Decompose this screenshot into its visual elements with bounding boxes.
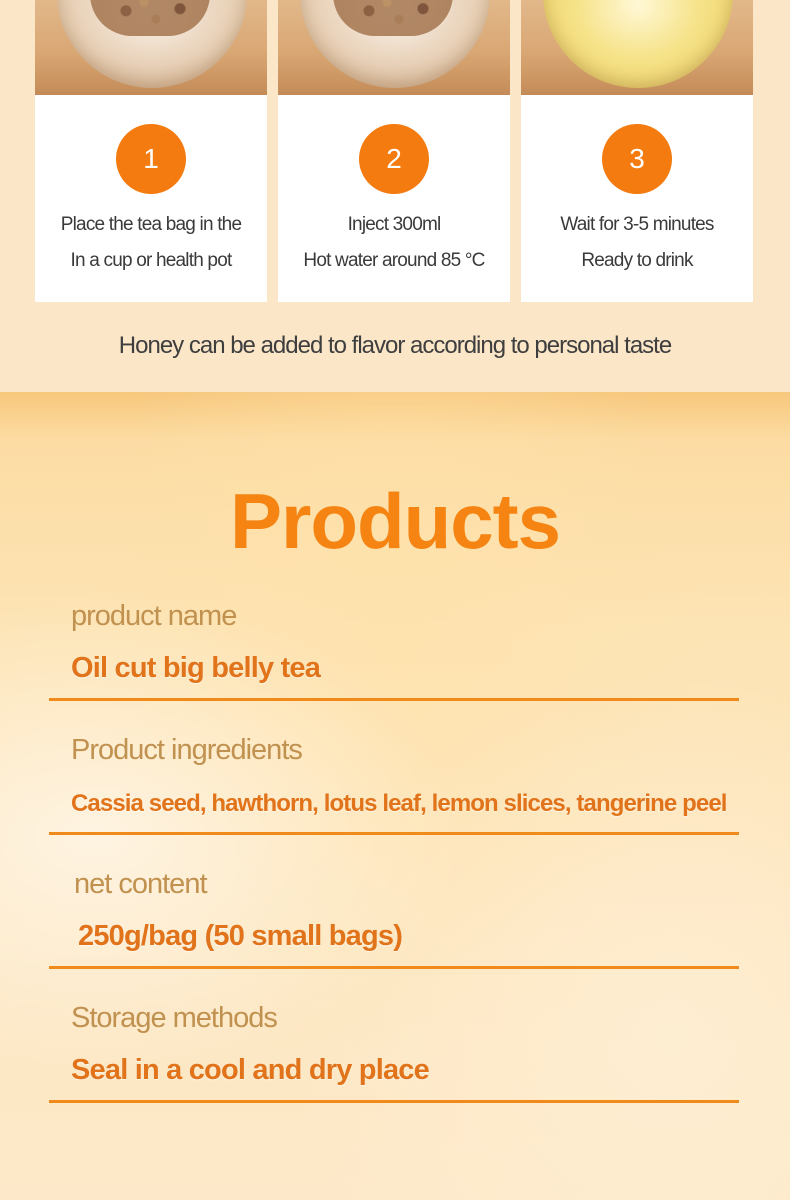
section-title: Products (229, 477, 561, 565)
step-number-badge: 3 (602, 124, 672, 194)
divider (49, 832, 739, 835)
step-instruction-line1: Wait for 3-5 minutes (560, 214, 714, 235)
step-instruction-line2: Ready to drink (581, 250, 693, 271)
product-info-section (0, 392, 790, 1200)
step-instruction-line1: Inject 300ml (347, 214, 441, 235)
step-card-3 (521, 0, 753, 302)
brewed-tea-image (543, 0, 733, 88)
storage-label: Storage methods (71, 1002, 277, 1034)
divider (49, 698, 739, 701)
step-2-photo (278, 0, 510, 95)
step-instruction-line1: Place the tea bag in the (60, 214, 242, 235)
step-1-photo (35, 0, 267, 95)
net-content-value: 250g/bag (50 small bags) (78, 920, 403, 952)
storage-value: Seal in a cool and dry place (71, 1054, 429, 1086)
ingredients-row (49, 732, 739, 836)
step-instruction-line2: Hot water around 85 °C (303, 250, 485, 271)
step-number-badge: 2 (359, 124, 429, 194)
ingredients-label: Product ingredients (71, 734, 302, 766)
step-number-badge: 1 (116, 124, 186, 194)
step-card-1 (35, 0, 267, 302)
honey-note: Honey can be added to flavor according to personal taste (118, 332, 672, 359)
product-name-label: product name (71, 600, 237, 632)
product-name-row (49, 598, 739, 702)
step-card-2 (278, 0, 510, 302)
brewing-steps-section (0, 0, 790, 392)
divider (49, 1100, 739, 1103)
product-name-value: Oil cut big belly tea (71, 652, 321, 684)
net-content-label: net content (74, 868, 207, 900)
step-3-photo (521, 0, 753, 95)
storage-row (49, 1000, 739, 1104)
divider (49, 966, 739, 969)
step-instruction-line2: In a cup or health pot (70, 250, 232, 271)
net-content-row (49, 866, 739, 970)
ingredients-value: Cassia seed, hawthorn, lotus leaf, lemon slices, tangerine peel (71, 790, 727, 817)
